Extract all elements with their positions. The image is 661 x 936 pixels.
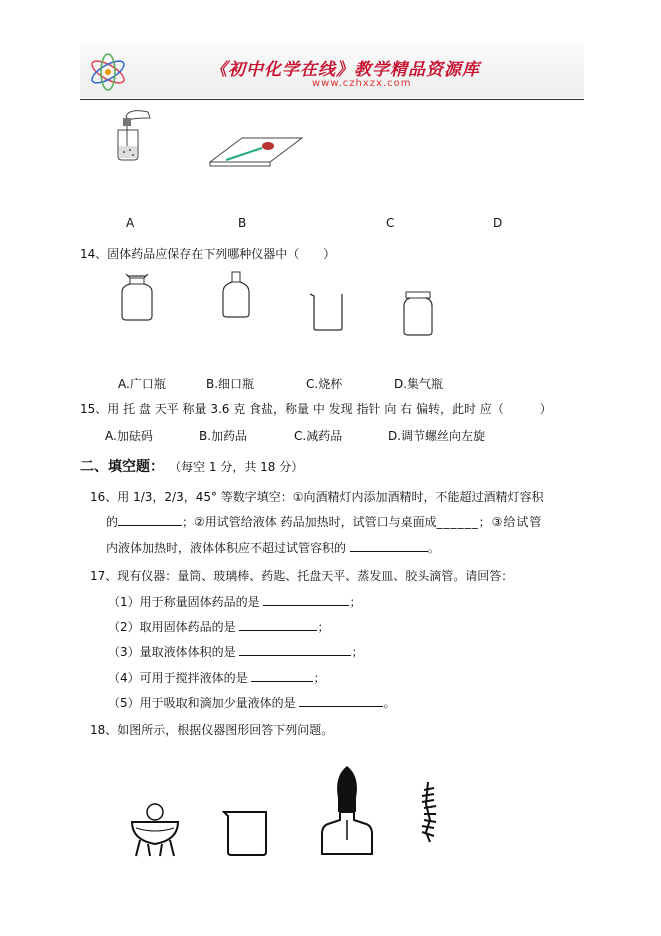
q17-item-end: ； — [351, 645, 364, 659]
q17-item-3 — [108, 643, 363, 660]
q15-stem: 15、用 托 盘 天平 称量 3.6 克 食盐，称量 中 发现 指针 向 右 偏转，此时 应（ ） — [80, 402, 552, 416]
q17-blank-4[interactable] — [251, 669, 313, 682]
q14-option-b: B.细口瓶 — [206, 377, 255, 391]
q17-item-1 — [108, 593, 361, 610]
q15-option-c: C.减药品 — [294, 429, 343, 443]
wide-mouth-bottle-icon — [118, 272, 158, 324]
mortar-tripod-figure — [128, 800, 182, 858]
beaker-figure — [222, 810, 272, 858]
q17-blank-2[interactable] — [239, 618, 317, 631]
q16-text: 内液体加热时，液体体积应不超过试管容积的 — [106, 541, 347, 555]
q13-option-b: B — [238, 216, 247, 230]
header-url: www.czhxzx.com — [312, 78, 412, 89]
q17-item-end: ； — [313, 671, 326, 685]
q17-stem: 17、现有仪器：量筒、玻璃棒、药匙、托盘天平、蒸发皿、胶头滴管。请回答： — [90, 569, 514, 583]
q17-item-end: ； — [317, 620, 330, 634]
header-divider — [80, 99, 584, 100]
q16-text: 的 — [106, 515, 119, 529]
q17-item-4 — [108, 669, 325, 686]
q16-blank-1[interactable] — [118, 513, 182, 526]
section2-heading: 二、填空题： — [80, 459, 164, 475]
q14-option-d: D.集气瓶 — [394, 377, 444, 391]
q17-item-label: （4）可用于搅拌液体的是 — [108, 671, 248, 685]
alcohol-lamp-figure — [320, 764, 374, 858]
dropper-on-plate-figure — [206, 134, 306, 170]
q17-item-5 — [108, 694, 395, 711]
q15-option-a: A.加砝码 — [105, 429, 153, 443]
q14-option-a: A.广口瓶 — [118, 377, 166, 391]
q16-text: ；②用试管给液体 药品加热时，试管口与桌面成 — [182, 515, 437, 529]
q17-blank-1[interactable] — [263, 593, 349, 606]
q17-blank-3[interactable] — [239, 643, 351, 656]
q16-text: 。 — [427, 541, 440, 555]
section2-title — [80, 456, 303, 476]
q16-blank-3[interactable] — [350, 539, 428, 552]
q17-blank-5[interactable] — [299, 694, 383, 707]
q13-option-c: C — [386, 216, 395, 230]
q18-stem: 18、如图所示，根据仪器图形回答下列问题。 — [90, 723, 334, 737]
q13-option-d: D — [493, 216, 503, 230]
beaker-icon — [308, 290, 348, 334]
q17-item-label: （3）量取液体体积的是 — [108, 645, 236, 659]
q15-option-d: D.调节螺丝向左旋 — [388, 429, 486, 443]
q17-item-label: （1）用于称量固体药品的是 — [108, 595, 260, 609]
gas-collection-bottle-icon — [400, 290, 440, 338]
header-title: 《初中化学在线》教学精品资源库 — [210, 60, 480, 80]
q16-text: ______；③给试管 — [436, 515, 543, 529]
q14-option-c: C.烧杯 — [306, 377, 343, 391]
q17-item-label: （2）取用固体药品的是 — [108, 620, 236, 634]
q17-item-end: 。 — [383, 696, 396, 710]
q15-option-b: B.加药品 — [199, 429, 248, 443]
q13-option-a: A — [126, 216, 135, 230]
q16-line1: 16、用 1/3，2/3，45° 等数字填空：①向酒精灯内添加酒精时，不能超过酒精灯容积 — [90, 490, 544, 504]
atom-logo-icon — [86, 52, 130, 92]
q16-line3 — [106, 539, 440, 556]
q17-item-end: ； — [349, 595, 362, 609]
q14-stem: 14、固体药品应保存在下列哪种仪器中（ ） — [80, 247, 336, 261]
section2-note: （每空 1 分，共 18 分） — [169, 460, 304, 474]
test-tube-brush-figure — [414, 780, 444, 846]
narrow-mouth-bottle-icon — [218, 270, 254, 320]
dropper-bottle-figure — [104, 106, 154, 164]
q17-item-label: （5）用于吸取和滴加少量液体的是 — [108, 696, 296, 710]
q16-line2 — [106, 513, 542, 530]
q17-item-2 — [108, 618, 329, 635]
